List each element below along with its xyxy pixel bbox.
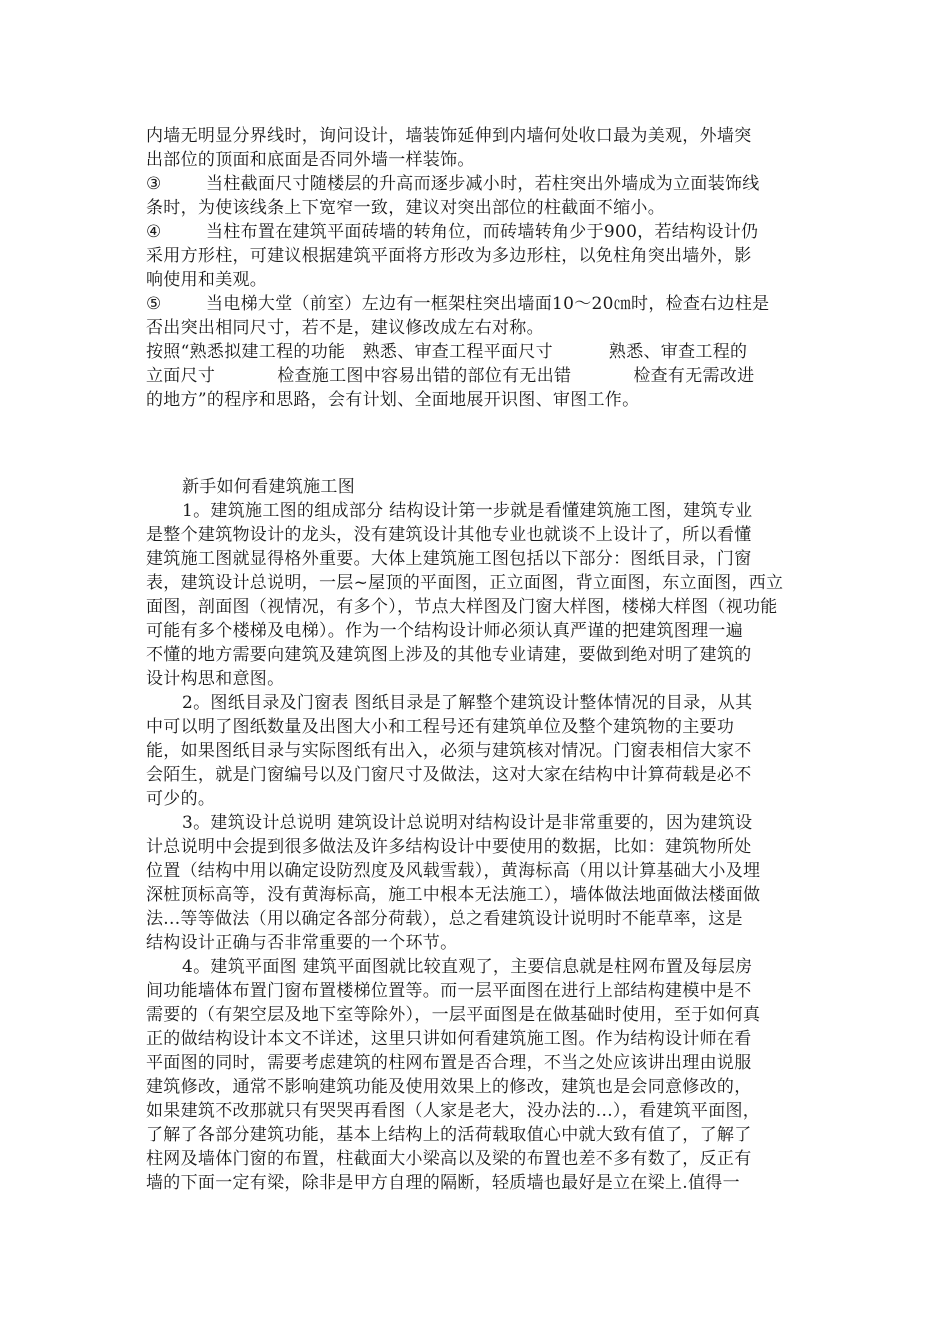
paragraph-first-line: 1。建筑施工图的组成部分 结构设计第一步就是看懂建筑施工图，建筑专业: [182, 501, 753, 521]
text-line: 能，如果图纸目录与实际图纸有出入，必须与建筑核对情况。门窗表相信大家不: [146, 741, 752, 761]
text-line: 响使用和美观。: [146, 270, 268, 290]
paragraph-first-line: 3。建筑设计总说明 建筑设计总说明对结构设计是非常重要的，因为建筑设: [182, 813, 753, 833]
text-line: 如果建筑不改那就只有哭哭再看图（人家是老大，没办法的...），看建筑平面图，: [146, 1101, 761, 1121]
text-line: 间功能墙体布置门窗布置楼梯位置等。而一层平面图在进行上部结构建模中是不: [146, 981, 752, 1001]
item-marker: ④: [146, 222, 162, 242]
text-line: 法...等等做法（用以确定各部分荷载），总之看建筑设计说明时不能草率，这是: [146, 909, 743, 929]
list-item-5: [146, 292, 812, 316]
text-line: 是整个建筑物设计的龙头，没有建筑设计其他专业也就谈不上设计了，所以看懂: [146, 525, 752, 545]
summary-segment: 检查有无需改进: [633, 366, 755, 386]
paragraph-first-line: 2。图纸目录及门窗表 图纸目录是了解整个建筑设计整体情况的目录，从其: [182, 693, 753, 713]
paragraph-first-line: 4。建筑平面图 建筑平面图就比较直观了，主要信息就是柱网布置及每层房: [182, 957, 753, 977]
text-line: 条时，为使该线条上下宽窄一致，建议对突出部位的柱截面不缩小。: [146, 198, 665, 218]
text-line: 可能有多个楼梯及电梯）。作为一个结构设计师必须认真严谨的把建筑图理一遍: [146, 621, 743, 641]
summary-segment: 按照“熟悉拟建工程的功能 熟悉、审查工程平面尺寸: [146, 342, 553, 362]
top-section: [146, 124, 812, 412]
text-line: 不懂的地方需要向建筑及建筑图上涉及的其他专业请建，要做到绝对明了建筑的: [146, 645, 752, 665]
summary-line: 的地方”的程序和思路，会有计划、全面地展开识图、审图工作。: [146, 390, 640, 410]
item-text: 当电梯大堂（前室）左边有一框架柱突出墙面10～20㎝时，检查右边柱是: [206, 294, 770, 314]
text-line: 表，建筑设计总说明，一层~屋顶的平面图，正立面图，背立面图，东立面图，西立: [146, 573, 784, 593]
item-text: 当柱布置在建筑平面砖墙的转角位，而砖墙转角少于900，若结构设计仍: [206, 222, 759, 242]
summary-line: [146, 340, 812, 364]
text-line: 采用方形柱，可建议根据建筑平面将方形改为多边形柱，以免柱角突出墙外，影: [146, 246, 752, 266]
text-line: 会陌生，就是门窗编号以及门窗尺寸及做法，这对大家在结构中计算荷载是必不: [146, 765, 752, 785]
text-line: 设计构思和意图。: [146, 669, 285, 689]
article-title: 新手如何看建筑施工图: [182, 477, 355, 497]
text-line: 出部位的顶面和底面是否同外墙一样装饰。: [146, 150, 475, 170]
text-line: 建筑修改，通常不影响建筑功能及使用效果上的修改，建筑也是会同意修改的，: [146, 1077, 752, 1097]
summary-segment: 立面尺寸: [146, 366, 216, 386]
text-line: 平面图的同时，需要考虑建筑的柱网布置是否合理，不当之处应该讲出理由说服: [146, 1053, 752, 1073]
text-line: 需要的（有架空层及地下室等除外），一层平面图是在做基础时使用，至于如何真: [146, 1005, 761, 1025]
section-3: [146, 811, 812, 955]
text-line: 否出突出相同尺寸，若不是，建议修改成左右对称。: [146, 318, 544, 338]
text-line: 深桩顶标高等，没有黄海标高，施工中根本无法施工），墙体做法地面做法楼面做: [146, 885, 761, 905]
summary-line: [146, 364, 812, 388]
item-marker: ⑤: [146, 294, 162, 314]
item-text: 当柱截面尺寸随楼层的升高而逐步减小时，若柱突出外墙成为立面装饰线: [206, 174, 760, 194]
text-line: 可少的。: [146, 789, 216, 809]
text-line: 建筑施工图就显得格外重要。大体上建筑施工图包括以下部分：图纸目录，门窗: [146, 549, 752, 569]
section-2: [146, 691, 812, 811]
text-line: 了解了各部分建筑功能，基本上结构上的活荷载取值心中就大致有值了，了解了: [146, 1125, 752, 1145]
text-line: 位置（结构中用以确定设防烈度及风载雪载），黄海标高（用以计算基础大小及埋: [146, 861, 761, 881]
text-line: 中可以明了图纸数量及出图大小和工程号还有建筑单位及整个建筑物的主要功: [146, 717, 735, 737]
text-line: 计总说明中会提到很多做法及许多结构设计中要使用的数据，比如：建筑物所处: [146, 837, 752, 857]
section-4: [146, 955, 812, 1195]
text-line: 柱网及墙体门窗的布置，柱截面大小梁高以及梁的布置也差不多有数了，反正有: [146, 1149, 752, 1169]
text-line: 面图，剖面图（视情况，有多个），节点大样图及门窗大样图，楼梯大样图（视功能: [146, 597, 778, 617]
list-item-4: [146, 220, 812, 244]
list-item-3: [146, 172, 812, 196]
section-1: [146, 499, 812, 691]
text-line: 正的做结构设计本文不详述，这里只讲如何看建筑施工图。作为结构设计师在看: [146, 1029, 752, 1049]
summary-segment: 熟悉、审查工程的: [608, 342, 748, 362]
item-marker: ③: [146, 174, 162, 194]
text-line: 墙的下面一定有梁，除非是甲方自理的隔断，轻质墙也最好是立在梁上.值得一: [146, 1173, 740, 1193]
summary-segment: 检查施工图中容易出错的部位有无出错: [277, 366, 572, 386]
text-line: 内墙无明显分界线时，询问设计，墙装饰延伸到内墙何处收口最为美观，外墙突: [146, 126, 752, 146]
text-line: 结构设计正确与否非常重要的一个环节。: [146, 933, 458, 953]
article: [146, 475, 812, 1195]
